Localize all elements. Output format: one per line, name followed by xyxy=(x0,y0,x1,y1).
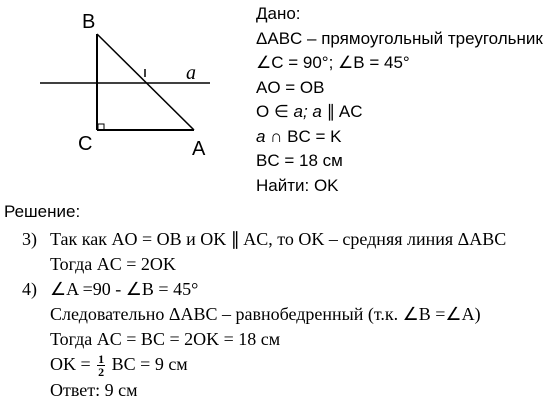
given-line-bc: BC = 18 см xyxy=(256,151,343,170)
line-label-a: a xyxy=(186,62,196,84)
solution-step-4-line-3: Тогда AC = BC = 2OK = 18 см xyxy=(50,329,281,349)
step-text: Так как AO = OB и OK ∥ AC, то OK – средняя линия ΔABC xyxy=(50,229,507,249)
given-line-a-symbol: a xyxy=(256,126,266,146)
step-text: ∠A =90 - ∠B = 45° xyxy=(50,279,199,299)
solution-step-3 xyxy=(22,227,506,252)
given-line-intersect-text: ∩ BC = K xyxy=(265,126,342,146)
solution-heading: Решение: xyxy=(4,202,81,221)
given-line-find: Найти: OK xyxy=(256,175,339,195)
given-line-intersection xyxy=(256,125,543,150)
given-heading: Дано: xyxy=(256,4,301,23)
fraction-one-half xyxy=(97,353,105,378)
fraction-numerator: 1 xyxy=(98,352,105,367)
given-line-o-on-a xyxy=(256,100,543,125)
bc-equals: BC = 9 см xyxy=(107,354,188,374)
step-number: 3) xyxy=(22,229,37,249)
fraction-denominator: 2 xyxy=(98,365,105,380)
solution-step-4 xyxy=(22,277,506,302)
triangle-figure xyxy=(0,0,230,170)
vertex-label-b: B xyxy=(82,11,96,33)
solution-step-4-line-4 xyxy=(22,352,506,378)
given-line-a-italic: a; a xyxy=(293,102,322,121)
step-number: 4) xyxy=(22,279,37,299)
given-line-angles: ∠C = 90°; ∠B = 45° xyxy=(256,53,410,72)
triangle-diagram xyxy=(0,0,230,170)
solution-step-4-line-2: Следовательно ΔABC – равнобедренный (т.к. ∠B =∠A) xyxy=(50,304,481,324)
vertex-label-a: A xyxy=(192,138,206,160)
given-block xyxy=(256,2,543,198)
given-line-o-in: O ∈ xyxy=(256,102,294,121)
side-ab xyxy=(97,34,194,130)
solution-step-3-line-2: Тогда AC = 2OK xyxy=(50,254,176,274)
solution-block xyxy=(22,227,506,403)
ok-equals: OK = xyxy=(50,354,96,374)
given-line-parallel: ∥ AC xyxy=(321,102,363,121)
vertex-label-c: C xyxy=(78,133,93,155)
answer-line: Ответ: 9 см xyxy=(50,380,138,401)
given-line-triangle: ΔABC – прямоугольный треугольник xyxy=(256,28,543,48)
given-line-ao-ob: AO = OB xyxy=(256,77,325,97)
